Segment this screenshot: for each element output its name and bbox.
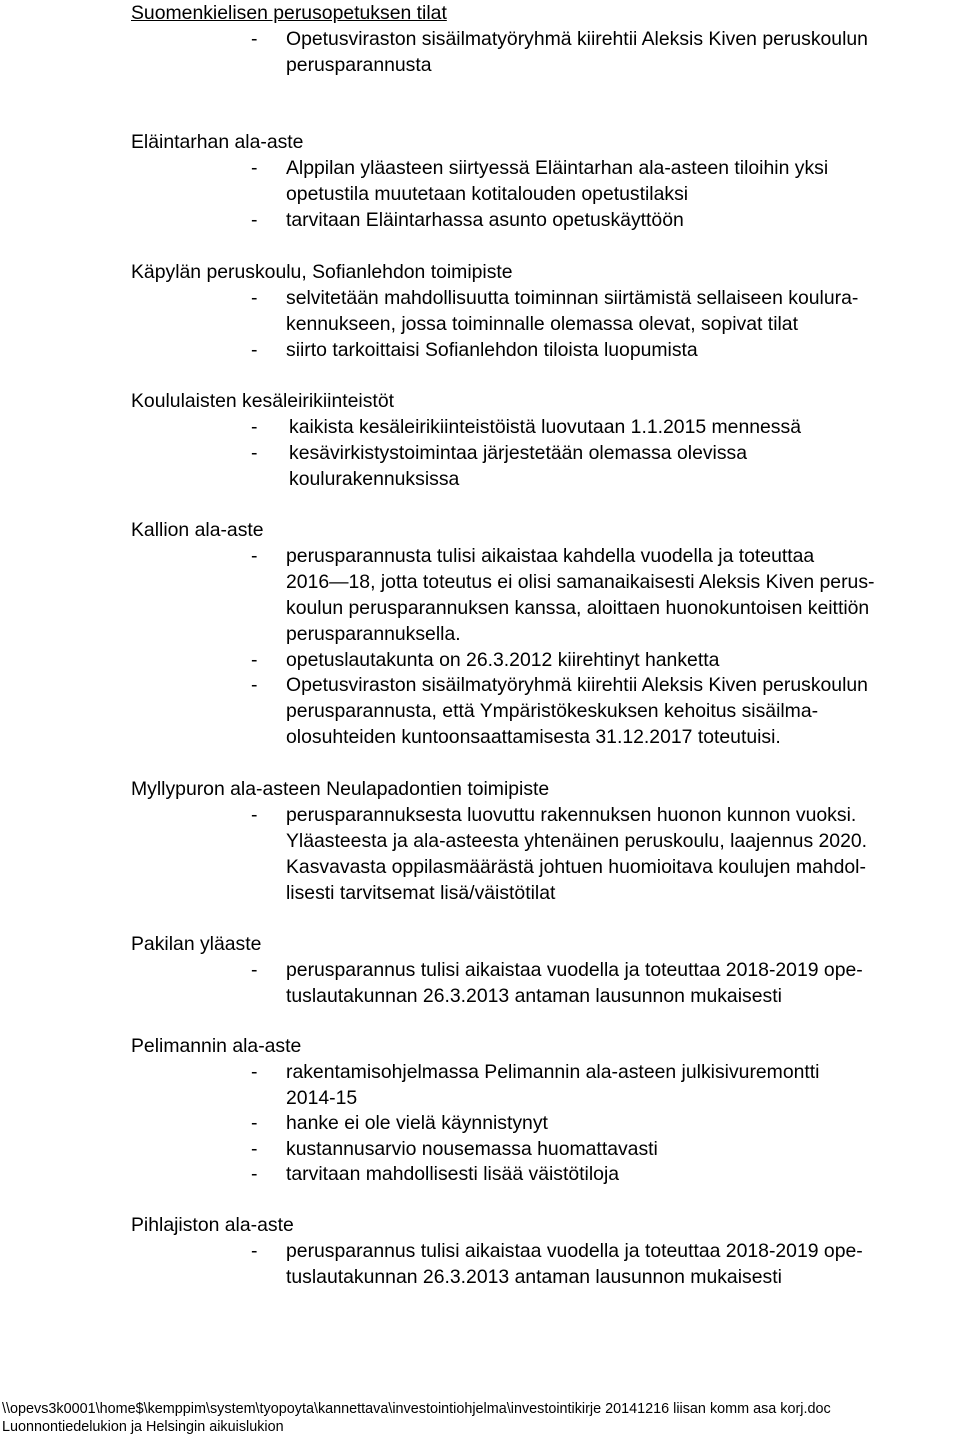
footer-file-path: \\opevs3k0001\home$\kemppim\system\tyopoyta\kannettava\investointiohjelma\investointikirje 20141216 liisan komm asa korj.doc [2,1401,831,1417]
bullet-dash: - [251,1138,258,1160]
bullet-line: koulun perusparannuksen kanssa, aloittaen huonokuntoisen keittiön [286,597,870,619]
bullet-dash: - [251,674,258,696]
bullet-line: Yläasteesta ja ala-asteesta yhtenäinen peruskoulu, laajennus 2020. [286,830,868,852]
bullet-line: kennukseen, jossa toiminnalle olemassa olevat, sopivat tilat [286,313,798,335]
bullet-line: koulurakennuksissa [289,468,460,490]
bullet-line: 2014-15 [286,1087,358,1109]
section-heading: Pakilan yläaste [131,933,262,955]
bullet-dash: - [251,28,258,50]
bullet-line: tarvitaan mahdollisesti lisää väistötiloja [286,1163,620,1185]
bullet-line: Opetusviraston sisäilmatyöryhmä kiirehtii Aleksis Kiven peruskoulun [286,28,868,50]
bullet-line: opetustila muutetaan kotitalouden opetustilaksi [286,183,689,205]
bullet-dash: - [251,416,258,438]
bullet-dash: - [251,287,258,309]
bullet-dash: - [251,1163,258,1185]
bullet-line: siirto tarkoittaisi Sofianlehdon tiloista luopumista [286,339,698,361]
bullet-dash: - [251,1061,258,1083]
bullet-line: perusparannusta, että Ympäristökeskuksen kehoitus sisäilma- [286,700,819,722]
bullet-dash: - [251,442,258,464]
section-heading: Pelimannin ala-aste [131,1035,302,1057]
footer-organization: Luonnontiedelukion ja Helsingin aikuislukion [2,1419,284,1435]
bullet-line: Opetusviraston sisäilmatyöryhmä kiirehtii Aleksis Kiven peruskoulun [286,674,868,696]
bullet-line: selvitetään mahdollisuutta toiminnan siirtämistä sellaiseen koulura- [286,287,859,309]
bullet-dash: - [251,157,258,179]
bullet-line: perusparannus tulisi aikaistaa vuodella ja toteuttaa 2018-2019 ope- [286,959,863,981]
bullet-line: hanke ei ole vielä käynnistynyt [286,1112,548,1134]
bullet-line: perusparannusta tulisi aikaistaa kahdella vuodella ja toteuttaa [286,545,815,567]
section-heading: Koululaisten kesäleirikiinteistöt [131,390,394,412]
bullet-dash: - [251,1112,258,1134]
bullet-line: kesävirkistystoimintaa järjestetään olemassa olevissa [289,442,748,464]
bullet-line: kustannusarvio nousemassa huomattavasti [286,1138,658,1160]
section-heading: Kallion ala-aste [131,519,264,541]
bullet-line: perusparannuksesta luovuttu rakennuksen huonon kunnon vuoksi. [286,804,857,826]
bullet-line: perusparannus tulisi aikaistaa vuodella ja toteuttaa 2018-2019 ope- [286,1240,863,1262]
bullet-line: lisesti tarvitsemat lisä/väistötilat [286,882,556,904]
bullet-line: Alppilan yläasteen siirtyessä Eläintarhan ala-asteen tiloihin yksi [286,157,829,179]
bullet-line: opetuslautakunta on 26.3.2012 kiirehtinyt hanketta [286,649,720,671]
bullet-dash: - [251,1240,258,1262]
bullet-line: tuslautakunnan 26.3.2013 antaman lausunnon mukaisesti [286,985,782,1007]
bullet-line: 2016—18, jotta toteutus ei olisi samanaikaisesti Aleksis Kiven perus- [286,571,875,593]
bullet-dash: - [251,339,258,361]
section-heading: Eläintarhan ala-aste [131,131,304,153]
section-heading: Käpylän peruskoulu, Sofianlehdon toimipiste [131,261,513,283]
bullet-line: Kasvavasta oppilasmäärästä johtuen huomioitava koulujen mahdol- [286,856,866,878]
section-heading: Pihlajiston ala-aste [131,1214,294,1236]
bullet-line: olosuhteiden kuntoonsaattamisesta 31.12.2017 toteutuisi. [286,726,781,748]
bullet-dash: - [251,649,258,671]
bullet-dash: - [251,959,258,981]
bullet-dash: - [251,545,258,567]
document-title: Suomenkielisen perusopetuksen tilat [131,2,447,24]
bullet-line: perusparannusta [286,54,432,76]
bullet-line: kaikista kesäleirikiinteistöistä luovutaan 1.1.2015 mennessä [289,416,801,438]
bullet-line: rakentamisohjelmassa Pelimannin ala-asteen julkisivuremontti [286,1061,820,1083]
bullet-dash: - [251,804,258,826]
bullet-line: tuslautakunnan 26.3.2013 antaman lausunnon mukaisesti [286,1266,782,1288]
bullet-line: perusparannuksella. [286,623,461,645]
section-heading: Myllypuron ala-asteen Neulapadontien toimipiste [131,778,550,800]
bullet-dash: - [251,209,258,231]
bullet-line: tarvitaan Eläintarhassa asunto opetuskäyttöön [286,209,684,231]
